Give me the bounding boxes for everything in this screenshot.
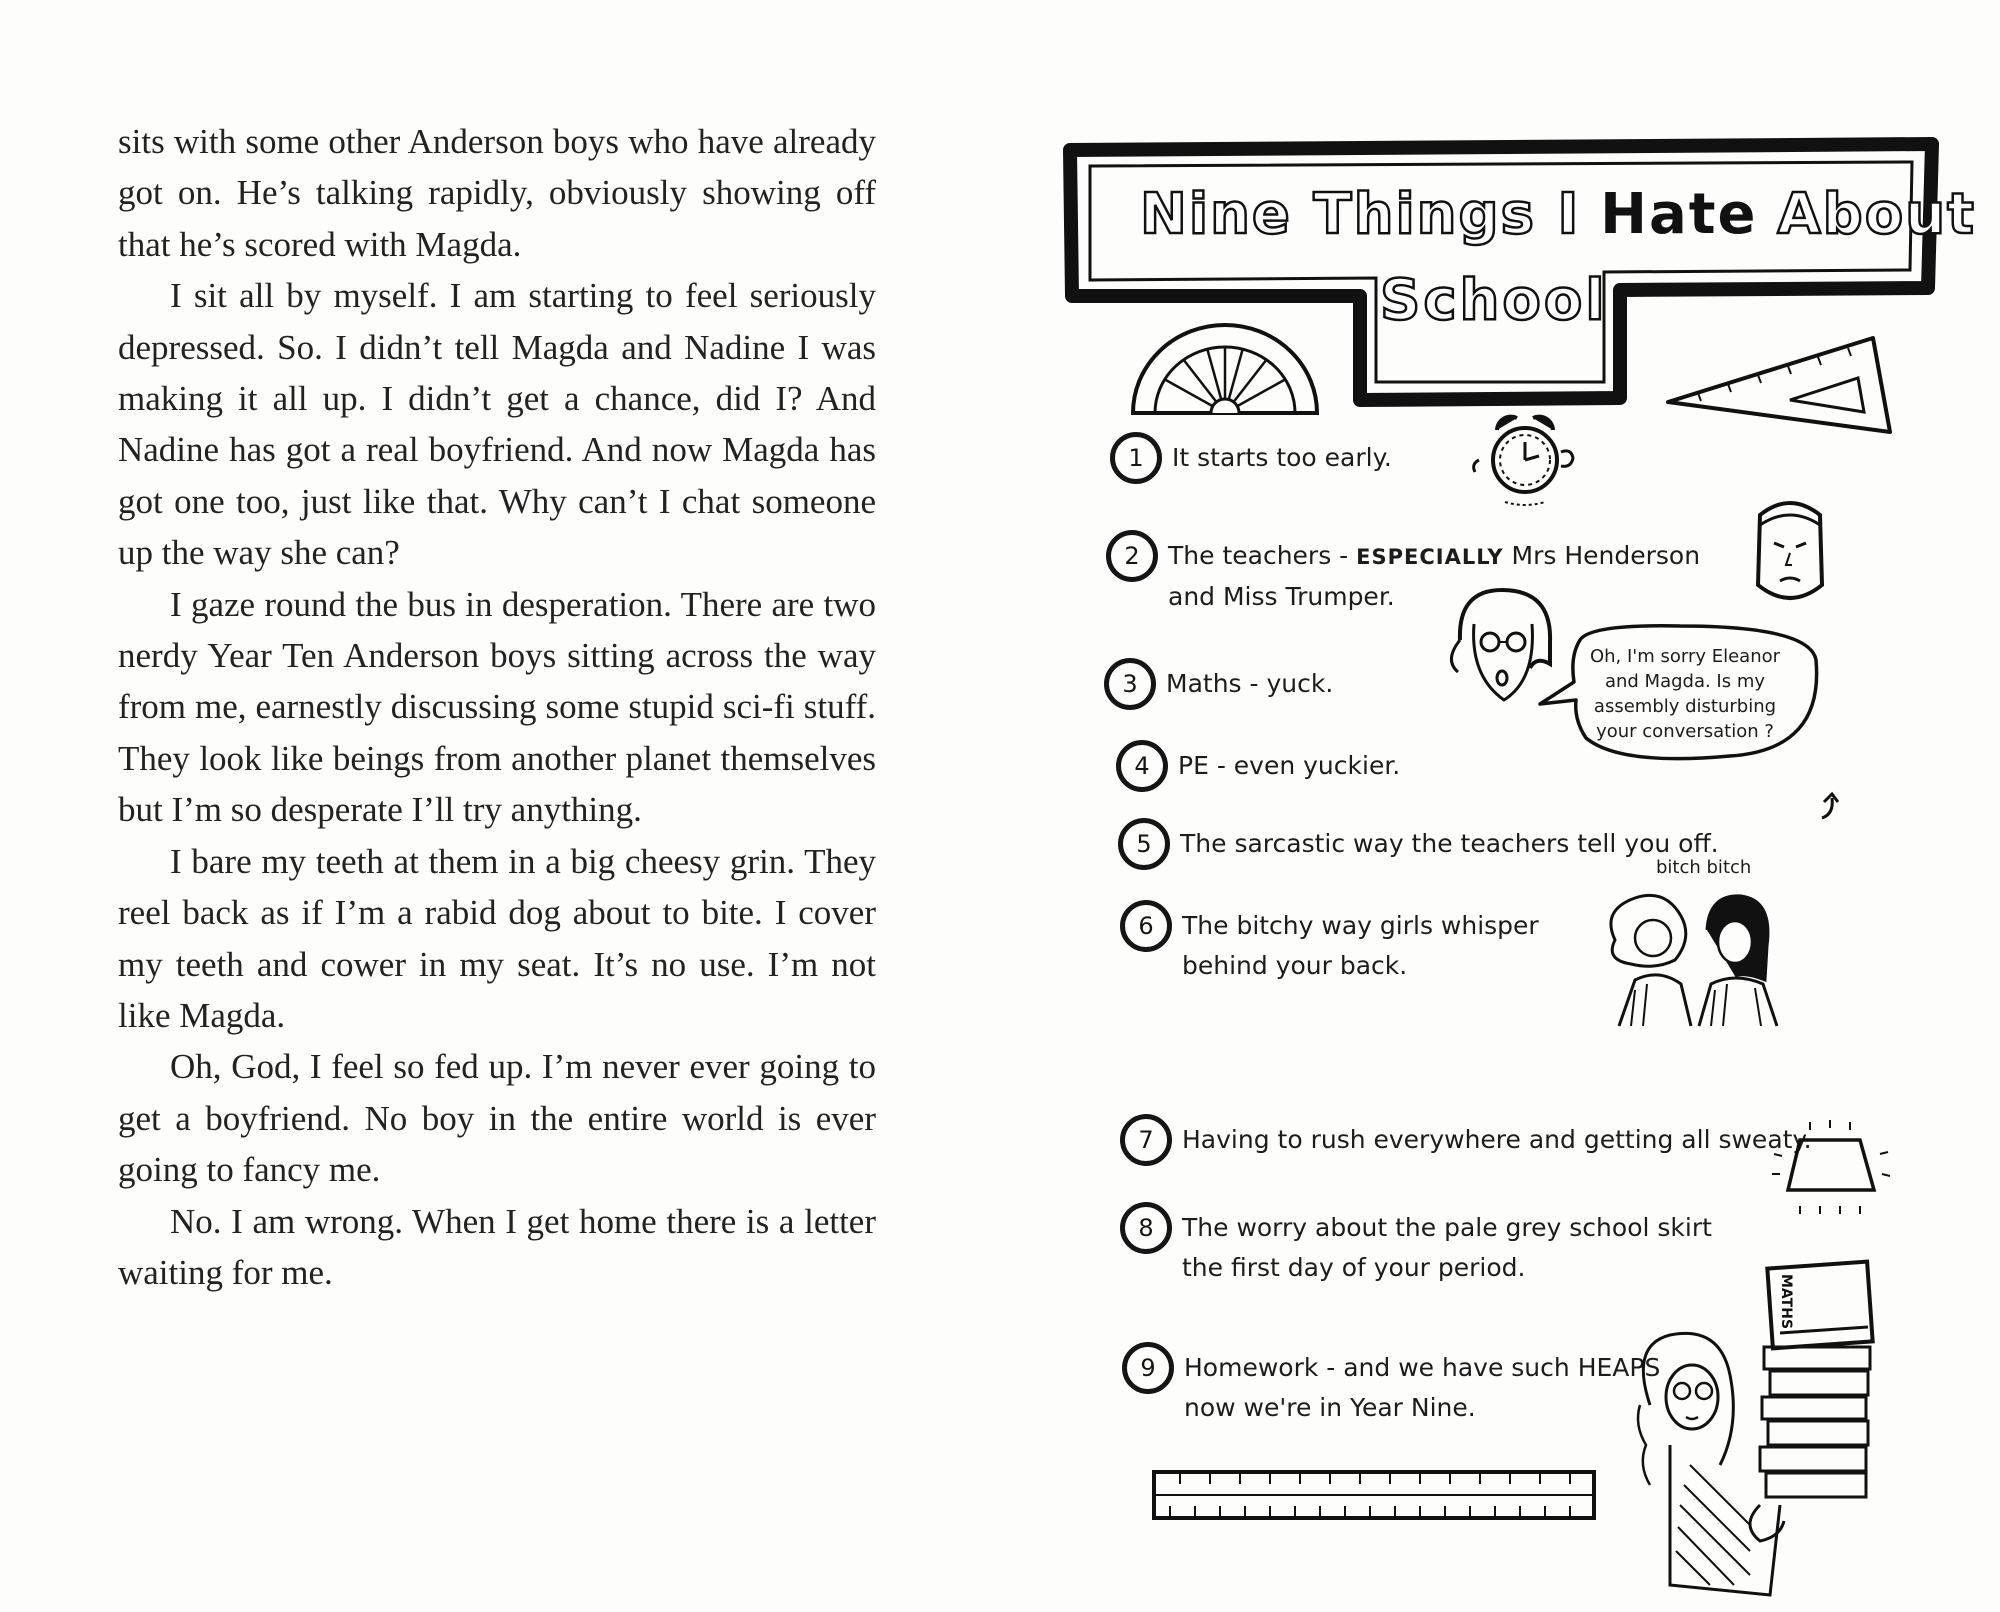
paragraph-2: I sit all by myself. I am starting to feel seriously depressed. So. I didn’t tell Magda and Nadine I was making it all up. I didn’t get a chance, did I? And Nadine has got a real boyfriend. And now Magda has got one too, just like that. Why can’t I chat someone up the way she can?	[118, 276, 876, 573]
maths-book-label: MATHS	[1778, 1274, 1794, 1330]
paragraph-3: I gaze round the bus in desperation. There are two nerdy Year Ten Anderson boys sitting across the way from me, earnestly discussing some stupid sci-fi stuff. They look like beings from another planet themselves but I’m so desperate I’ll try anything.	[118, 584, 876, 830]
item-number-badge: 2	[1106, 530, 1158, 582]
item-text: Maths - yuck.	[1166, 669, 1334, 698]
list-item-1	[1110, 432, 1392, 484]
list-item-6	[1120, 900, 1539, 986]
item-text: The sarcastic way the teachers tell you off.	[1180, 829, 1719, 858]
list-item-9	[1122, 1342, 1660, 1428]
item-number-badge: 5	[1118, 818, 1170, 870]
item-number-badge: 1	[1110, 432, 1162, 484]
item-text-part: and Miss Trumper.	[1168, 582, 1395, 611]
protractor-icon	[1125, 315, 1325, 425]
item-text: Having to rush everywhere and getting all sweaty.	[1182, 1125, 1812, 1154]
list-item-2	[1106, 530, 1700, 617]
alarm-clock-icon	[1465, 390, 1585, 515]
item-text: It starts too early.	[1172, 443, 1392, 472]
item-text-part: The worry about the pale grey school skirt	[1182, 1213, 1712, 1242]
skirt-icon	[1770, 1110, 1890, 1220]
item-text-part: Homework - and we have such HEAPS	[1184, 1353, 1661, 1382]
title-part-nine-things: Nine Things I	[1140, 182, 1581, 247]
set-square-icon	[1658, 320, 1898, 450]
speech-bubble-text	[1560, 644, 1810, 744]
paragraph-5: Oh, God, I feel so fed up. I’m never ever going to get a boyfriend. No boy in the entire world is ever going to fancy me.	[118, 1047, 876, 1190]
item-text-part: The teachers -	[1168, 541, 1349, 570]
curved-arrow-icon	[1810, 788, 1850, 828]
title-line-1	[1140, 182, 1976, 247]
paragraph-1: sits with some other Anderson boys who have already got on. He’s talking rapidly, obviously showing off that he’s scored with Magda.	[118, 122, 876, 264]
speech-line: your conversation ?	[1596, 721, 1774, 742]
item-text: PE - even yuckier.	[1178, 751, 1401, 780]
list-item-4	[1116, 740, 1400, 792]
item-text-part: The bitchy way girls whisper	[1182, 911, 1539, 940]
speech-bubble	[1560, 630, 1810, 750]
item-number-badge: 7	[1120, 1114, 1172, 1166]
item-text-emphasis: ESPECIALLY	[1356, 545, 1504, 569]
whisper-label: bitch bitch	[1656, 857, 1752, 878]
title-part-about: About	[1777, 182, 1976, 247]
left-page-text	[118, 116, 876, 1298]
speech-line: and Magda. Is my	[1604, 671, 1766, 692]
speech-line: assembly disturbing	[1593, 696, 1777, 717]
list-item-3	[1104, 658, 1333, 710]
title-line-2: School	[1380, 268, 1608, 333]
paragraph-6: No. I am wrong. When I get home there is a letter waiting for me.	[118, 1201, 876, 1292]
title-part-hate: Hate	[1600, 182, 1758, 247]
item-text-part: the first day of your period.	[1182, 1253, 1526, 1282]
item-text	[1168, 530, 1700, 617]
item-number-badge: 6	[1120, 900, 1172, 952]
item-number-badge: 8	[1120, 1202, 1172, 1254]
right-page-illustrated-list	[1040, 100, 1976, 1540]
item-number-badge: 9	[1122, 1342, 1174, 1394]
item-number-badge: 4	[1116, 740, 1168, 792]
item-text-part: Mrs Henderson	[1511, 541, 1701, 570]
teacher-face-icon	[1740, 495, 1840, 615]
girl-with-books-icon	[1630, 1255, 1890, 1610]
item-text	[1182, 900, 1539, 986]
item-text	[1184, 1342, 1660, 1428]
list-item-7	[1120, 1114, 1812, 1166]
speech-line: Oh, I'm sorry Eleanor	[1589, 646, 1781, 667]
list-item-8	[1120, 1202, 1712, 1288]
item-number-badge: 3	[1104, 658, 1156, 710]
whispering-girls-icon	[1595, 880, 1795, 1030]
item-text-part: behind your back.	[1182, 951, 1408, 980]
list-item-5	[1118, 818, 1719, 870]
item-text-part: now we're in Year Nine.	[1184, 1393, 1476, 1422]
paragraph-4: I bare my teeth at them in a big cheesy grin. They reel back as if I’m a rabid dog about to bite. I cover my teeth and cower in my seat. It’s no use. I’m not like Magda.	[118, 841, 876, 1035]
ruler-icon	[1150, 1462, 1600, 1532]
